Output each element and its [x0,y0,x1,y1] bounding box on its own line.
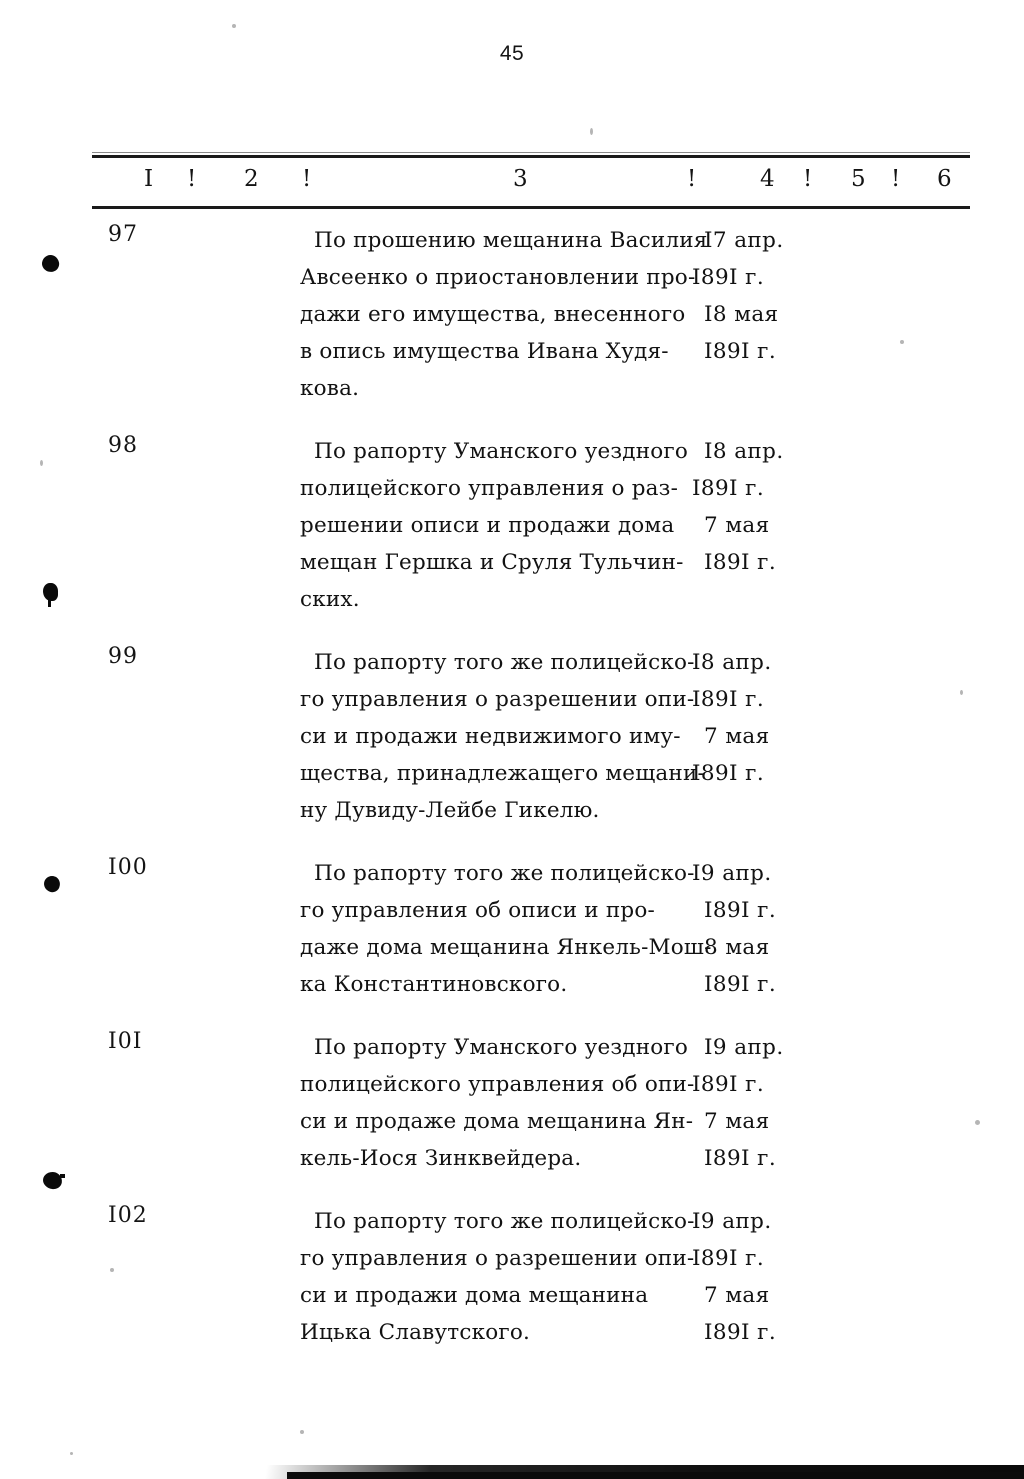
entry-description-text: По рапорту Уманского уездного [314,1035,689,1060]
entry-date-text: I7 апр. [704,228,784,253]
entry-description-text: щества, принадлежащего мещани- [300,761,705,786]
scan-edge-shadow [0,1465,1024,1479]
entry-line [300,755,1000,792]
entry-description-text: По рапорту того же полицейско- [314,861,695,886]
column-header-3: 3 [513,166,528,192]
entry-body [300,855,1000,1003]
entry-date-text: I89I г. [704,339,777,364]
entry-date-text: I9 апр. [692,861,772,886]
entry-description-text: ну Дувиду-Лейбе Гикелю. [300,798,600,823]
entry-date-text: I89I г. [692,687,765,712]
entry-date-text: I89I г. [704,972,777,997]
entry-body [300,1203,1000,1351]
entry-body [300,644,1000,829]
entry-body [300,222,1000,407]
entry-description-text: По рапорту того же полицейско- [314,1209,695,1234]
entry-description-text: По рапорту того же полицейско- [314,650,695,675]
entry-line [300,296,1000,333]
entry-description-text: го управления о разрешении опи- [300,1246,695,1271]
entry-description-text: ских. [300,587,360,612]
entry-date-text: I89I г. [692,1072,765,1097]
table-row [0,855,1024,1003]
entry-date-text: I89I г. [692,761,765,786]
column-separator: ! [803,166,813,192]
entry-number: I02 [108,1203,148,1228]
column-header-4: 4 [760,166,775,192]
inventory-entry-list [0,222,1024,1377]
entry-number: 98 [108,433,138,458]
entry-number: 99 [108,644,138,669]
column-separator: ! [187,166,197,192]
entry-date-text: 7 мая [704,513,770,538]
entry-line [300,1314,1000,1351]
entry-number: I00 [108,855,148,880]
scan-speck [70,1452,73,1455]
table-row [0,1029,1024,1177]
entry-date-text: I89I г. [704,550,777,575]
entry-body [300,1029,1000,1177]
entry-date-text: I89I г. [692,476,765,501]
entry-line [300,222,1000,259]
column-header-5: 5 [851,166,866,192]
entry-description-text: Ицька Славутского. [300,1320,531,1345]
entry-line [300,792,1000,829]
entry-line [300,1066,1000,1103]
entry-line [300,1240,1000,1277]
entry-description-text: си и продажи недвижимого иму- [300,724,681,749]
entry-line [300,644,1000,681]
entry-date-text: I8 мая [704,302,779,327]
entry-date-text: I8 апр. [692,650,772,675]
entry-date-text: 8 мая [704,935,770,960]
entry-line [300,370,1000,407]
entry-line [300,929,1000,966]
entry-description-text: си и продаже дома мещанина Ян- [300,1109,694,1134]
table-column-header [92,155,970,209]
entry-date-text: I9 апр. [692,1209,772,1234]
entry-description-text: кова. [300,376,360,401]
entry-description-text: в опись имущества Ивана Худя- [300,339,669,364]
entry-line [300,855,1000,892]
table-row [0,1203,1024,1351]
entry-line [300,470,1000,507]
column-separator: ! [891,166,901,192]
entry-line [300,581,1000,618]
entry-line [300,718,1000,755]
entry-line [300,433,1000,470]
entry-description-text: решении описи и продажи дома [300,513,675,538]
entry-description-text: полицейского управления о раз- [300,476,679,501]
entry-line [300,1029,1000,1066]
entry-body [300,433,1000,618]
entry-date-text: I89I г. [704,898,777,923]
entry-line [300,1203,1000,1240]
entry-description-text: По прошению мещанина Василия [314,228,708,253]
entry-date-text: 7 мая [704,724,770,749]
entry-number: 97 [108,222,138,247]
entry-description-text: го управления о разрешении опи- [300,687,695,712]
entry-line [300,333,1000,370]
entry-date-text: I89I г. [692,265,765,290]
entry-line [300,544,1000,581]
entry-date-text: I89I г. [704,1146,777,1171]
entry-line [300,507,1000,544]
entry-date-text: 7 мая [704,1109,770,1134]
entry-line [300,259,1000,296]
entry-line [300,681,1000,718]
entry-line [300,1103,1000,1140]
entry-date-text: I89I г. [704,1320,777,1345]
entry-line [300,1140,1000,1177]
entry-description-text: Авсеенко о приостановлении про- [300,265,696,290]
entry-line [300,966,1000,1003]
entry-date-text: 7 мая [704,1283,770,1308]
entry-description-text: дажи его имущества, внесенного [300,302,686,327]
entry-date-text: I9 апр. [704,1035,784,1060]
entry-description-text: даже дома мещанина Янкель-Мош- [300,935,712,960]
entry-description-text: го управления об описи и про- [300,898,655,923]
column-header-2: 2 [244,166,259,192]
table-row [0,644,1024,829]
scan-speck [590,128,593,135]
entry-line [300,1277,1000,1314]
entry-description-text: полицейского управления об опи- [300,1072,695,1097]
column-separator: ! [302,166,312,192]
entry-description-text: си и продажи дома мещанина [300,1283,649,1308]
entry-date-text: I89I г. [692,1246,765,1271]
entry-date-text: I8 апр. [704,439,784,464]
entry-description-text: ка Константиновского. [300,972,568,997]
column-header-1: I [144,166,154,192]
page-number: 45 [499,42,525,65]
scan-speck [232,24,236,28]
entry-description-text: мещан Гершка и Сруля Тульчин- [300,550,684,575]
entry-description-text: кель-Иося Зинквейдера. [300,1146,582,1171]
table-row [0,433,1024,618]
column-separator: ! [687,166,697,192]
scan-speck [300,1430,304,1434]
entry-number: I0I [108,1029,143,1054]
entry-line [300,892,1000,929]
entry-description-text: По рапорту Уманского уездного [314,439,689,464]
table-row [0,222,1024,407]
column-header-6: 6 [937,166,952,192]
